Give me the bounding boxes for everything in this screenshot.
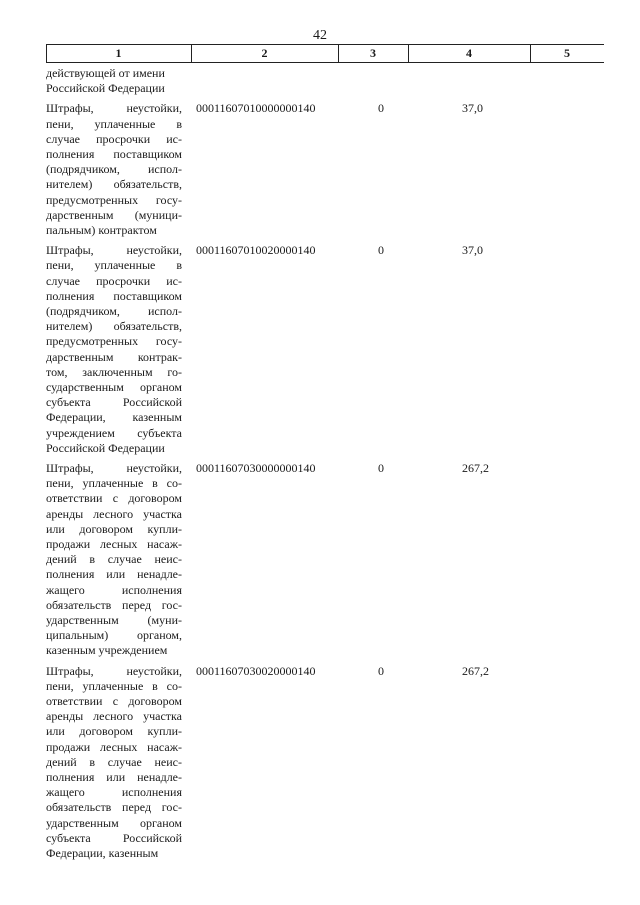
description-line: нителем) обязательств, <box>46 319 182 334</box>
description-line: полнения или ненадле- <box>46 770 182 785</box>
description-line: субъекта Российской <box>46 830 182 845</box>
description-line: жащего исполнения <box>46 582 182 597</box>
row-description <box>46 243 182 456</box>
description-line: пальным) контрактом <box>46 223 157 238</box>
description-line: субъекта Российской <box>46 395 182 410</box>
description-line: полнения или ненадле- <box>46 567 182 582</box>
row-code: 00011607030000000140 <box>196 461 316 475</box>
description-line: Штрафы, неустойки, <box>46 101 182 116</box>
row-amount: 37,0 <box>462 101 483 116</box>
row-code: 00011607010000000140 <box>196 101 316 116</box>
description-line: ципальным) органом, <box>46 628 182 643</box>
description-line: сударственным органом <box>46 380 182 395</box>
row-col3-value: 0 <box>378 243 384 258</box>
description-line: полнения поставщиком <box>46 288 182 303</box>
description-line: пени, уплаченные в <box>46 258 182 273</box>
row-amount: 267,2 <box>462 663 489 678</box>
description-line: предусмотренных госу- <box>46 192 182 207</box>
header-col-5: 5 <box>564 46 570 60</box>
row-col3-value: 0 <box>378 461 384 475</box>
description-line: Штрафы, неустойки, <box>46 243 182 258</box>
description-line: ответствии с договором <box>46 694 182 708</box>
description-line: пени, уплаченные в со- <box>46 476 182 491</box>
row-amount: 37,0 <box>462 243 483 258</box>
header-col-3: 3 <box>370 46 376 60</box>
description-line: обязательств перед гос- <box>46 597 182 612</box>
description-line: или договором купли- <box>46 521 182 536</box>
description-line: случае просрочки ис- <box>46 273 182 288</box>
description-line: ударственным (муни- <box>46 613 182 628</box>
description-line: действующей от имени <box>46 66 165 80</box>
description-line: аренды лесного участка <box>46 709 182 724</box>
description-line: Штрафы, неустойки, <box>46 461 182 475</box>
description-line: случае просрочки ис- <box>46 131 182 146</box>
row-col3-value: 0 <box>378 101 384 116</box>
row-description <box>46 461 182 659</box>
description-line: Штрафы, неустойки, <box>46 663 182 678</box>
description-line: Российской Федерации <box>46 81 165 96</box>
description-line: пени, уплаченные в <box>46 116 182 131</box>
description-line: продажи лесных насаж- <box>46 739 182 754</box>
description-line: обязательств перед гос- <box>46 800 182 815</box>
page-number: 42 <box>313 28 327 43</box>
revenue-table <box>46 44 604 861</box>
description-line: (подрядчиком, испол- <box>46 162 182 177</box>
description-line: аренды лесного участка <box>46 506 182 521</box>
row-code: 00011607010020000140 <box>196 243 316 258</box>
description-line: (подрядчиком, испол- <box>46 304 182 318</box>
row-code: 00011607030020000140 <box>196 663 316 678</box>
description-line: жащего исполнения <box>46 785 182 800</box>
description-line: Федерации, казенным <box>46 410 182 425</box>
header-col-2: 2 <box>261 46 268 60</box>
description-line: ударственным органом <box>46 815 182 830</box>
row-description <box>46 101 182 238</box>
description-line: дарственным (муници- <box>46 207 182 222</box>
description-line: или договором купли- <box>46 724 182 739</box>
description-line: казенным учреждением <box>46 643 168 658</box>
description-line: продажи лесных насаж- <box>46 537 182 552</box>
row-description <box>46 66 182 96</box>
description-line: том, заключенным го- <box>46 364 182 379</box>
row-col3-value: 0 <box>378 663 384 678</box>
description-line: дарственным контрак- <box>46 349 182 364</box>
description-line: предусмотренных госу- <box>46 334 182 349</box>
header-col-1: 1 <box>115 46 122 60</box>
description-line: полнения поставщиком <box>46 147 182 161</box>
table-header <box>46 44 604 63</box>
header-col-4: 4 <box>466 46 472 60</box>
row-amount: 267,2 <box>462 461 489 475</box>
description-line: дений в случае неис- <box>46 552 182 567</box>
description-line: дений в случае неис- <box>46 754 182 769</box>
description-line: нителем) обязательств, <box>46 177 182 192</box>
description-line: ответствии с договором <box>46 491 182 506</box>
description-line: учреждением субъекта <box>46 425 182 440</box>
description-line: Федерации, казенным <box>46 846 159 861</box>
description-line: Российской Федерации <box>46 440 165 455</box>
description-line: пени, уплаченные в со- <box>46 678 182 693</box>
row-description <box>46 664 182 862</box>
